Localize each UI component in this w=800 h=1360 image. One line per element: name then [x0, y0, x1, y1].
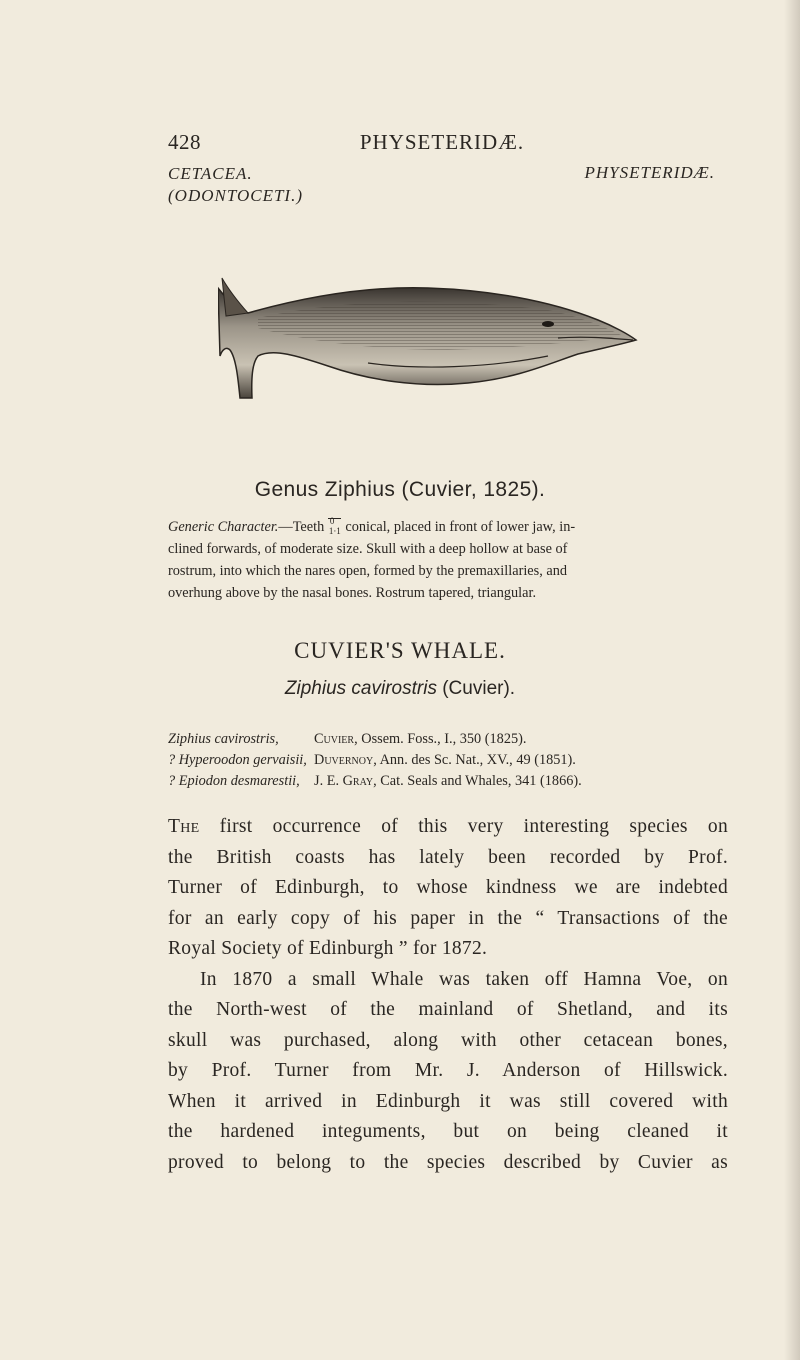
character-line-4: overhung above by the nasal bones. Rostrum tapered, triangular.	[168, 585, 537, 601]
body-line: When it arrived in Edinburgh it was still covered with	[168, 1090, 728, 1112]
genus-heading: Genus Ziphius (Cuvier, 1825).	[254, 478, 546, 501]
running-title: PHYSETERIDÆ.	[359, 130, 525, 154]
body-line: the North-west of the mainland of Shetland, and its	[168, 999, 728, 1020]
body-line: by Prof. Turner from Mr. J. Anderson of Hillswick.	[168, 1060, 728, 1081]
body-line: skull was purchased, along with other cetacean bones,	[168, 1029, 728, 1051]
order-label: CETACEA.	[168, 164, 253, 183]
body-line: In 1870 a small Whale was taken off Hamna Voe, on	[200, 968, 728, 990]
suborder-label: (ODONTOCETI.)	[168, 186, 304, 205]
synonym-row: ? Hyperoodon gervaisii, Duvernoy, Ann. des Sc. Nat., XV., 49 (1851).	[168, 752, 576, 768]
species-scientific-name: Ziphius cavirostris (Cuvier).	[284, 678, 516, 699]
character-line-1: Generic Character.—Teeth 0 1·1 conical, placed in front of lower jaw, in-	[168, 516, 576, 536]
page-edge-shadow	[784, 0, 800, 1360]
generic-character	[168, 516, 716, 604]
whale-flipper	[222, 278, 248, 316]
synonymy-list	[168, 729, 728, 792]
body-line: for an early copy of his paper in the “ Transactions of the	[168, 907, 728, 929]
page-number: 428	[168, 130, 201, 154]
synonym-row: Ziphius cavirostris, Cuvier, Ossem. Foss., I., 350 (1825).	[168, 731, 527, 747]
body-line: the British coasts has lately been recorded by Prof.	[168, 846, 728, 868]
body-line: Royal Society of Edinburgh ” for 1872.	[168, 938, 488, 959]
character-line-3: rostrum, into which the nares open, formed by the premaxillaries, and	[168, 563, 568, 579]
species-common-name: CUVIER'S WHALE.	[294, 638, 506, 663]
synonym-row: ? Epiodon desmarestii, J. E. Gray, Cat. Seals and Whales, 341 (1866).	[168, 773, 582, 789]
whale-skull-illustration	[218, 258, 648, 416]
generic-character-label: Generic Character.	[168, 519, 279, 535]
character-line-2: clined forwards, of moderate size. Skull with a deep hollow at base of	[168, 541, 568, 557]
whale-eye	[542, 321, 554, 327]
family-label: PHYSETERIDÆ.	[584, 163, 715, 182]
body-line: The first occurrence of this very interesting species on	[168, 816, 728, 837]
body-paragraphs	[168, 812, 728, 1178]
body-line: the hardened integuments, but on being cleaned it	[168, 1121, 728, 1142]
body-line: Turner of Edinburgh, to whose kindness we are indebted	[168, 877, 728, 898]
classification-left	[168, 163, 303, 207]
tooth-formula: 0 1·1	[328, 516, 341, 536]
body-line: proved to belong to the species described by Cuvier as	[168, 1151, 728, 1173]
page-header	[168, 130, 716, 160]
